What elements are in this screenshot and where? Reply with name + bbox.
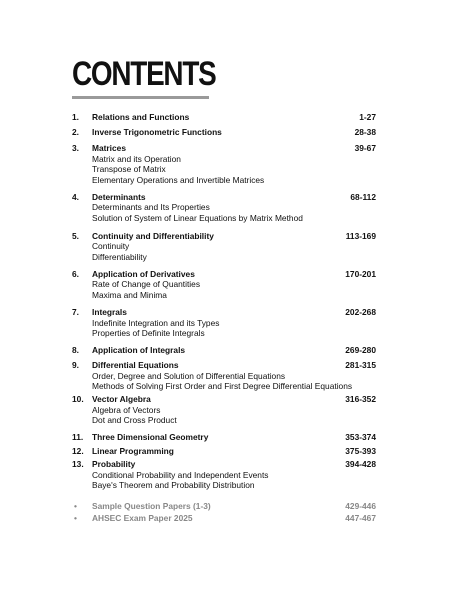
toc-chapter-row — [72, 126, 376, 138]
chapter-title: Differential Equations — [92, 360, 179, 370]
toc-extra-row — [72, 513, 376, 524]
toc-chapter — [72, 345, 376, 356]
chapter-pages: 394-428 — [345, 459, 376, 469]
chapter-subtopic: Solution of System of Linear Equations by Matrix Method — [92, 212, 303, 223]
toc-chapter-row — [72, 432, 376, 443]
chapter-subtopic: Algebra of Vectors — [92, 404, 161, 415]
chapter-title: Inverse Trigonometric Functions — [92, 126, 222, 137]
chapter-title: Application of Derivatives — [92, 268, 195, 279]
chapter-title: Matrices — [92, 143, 126, 153]
chapter-subtopic: Continuity — [92, 241, 130, 251]
chapter-title: Determinants — [92, 191, 146, 202]
chapter-title: Relations and Functions — [92, 112, 190, 122]
toc-chapter — [72, 126, 376, 138]
chapter-number: 13. — [72, 459, 84, 469]
toc-chapter — [72, 432, 376, 443]
toc-extra-row — [72, 501, 376, 512]
bullet-icon: • — [74, 513, 77, 523]
chapter-pages: 316-352 — [345, 394, 376, 404]
title-underline — [72, 96, 209, 99]
chapter-pages: 375-393 — [345, 446, 376, 456]
toc-chapter — [72, 268, 376, 301]
chapter-title: Probability — [92, 459, 136, 469]
chapter-title: Three Dimensional Geometry — [92, 432, 209, 442]
toc-chapter — [72, 230, 376, 263]
chapter-pages: 269-280 — [345, 345, 376, 355]
chapter-pages: 281-315 — [345, 360, 376, 370]
toc-chapter-row — [72, 230, 376, 242]
chapter-title: Vector Algebra — [92, 394, 151, 404]
chapter-subtopic: Determinants and Its Properties — [92, 202, 210, 212]
toc-chapter — [72, 360, 376, 392]
chapter-number: 4. — [72, 191, 79, 202]
extra-pages: 447-467 — [345, 513, 376, 523]
chapter-pages: 68-112 — [350, 191, 376, 202]
chapter-subtopic: Maxima and Minima — [92, 289, 167, 300]
chapter-number: 9. — [72, 360, 79, 370]
extra-pages: 429-446 — [345, 501, 376, 511]
toc-chapter-row — [72, 112, 376, 123]
chapter-number: 5. — [72, 230, 79, 241]
toc-extra — [72, 501, 376, 512]
chapter-pages: 170-201 — [345, 268, 376, 279]
chapter-pages: 1-27 — [359, 112, 376, 122]
chapter-pages: 113-169 — [345, 230, 376, 241]
chapter-subtopic: Elementary Operations and Invertible Matrices — [92, 174, 265, 185]
chapter-subtopic: Properties of Definite Integrals — [92, 328, 205, 338]
chapter-title: Application of Integrals — [92, 345, 186, 355]
chapter-subtopic: Conditional Probability and Independent Events — [92, 469, 269, 480]
chapter-pages: 28-38 — [354, 126, 376, 137]
chapter-subtopic: Matrix and its Operation — [92, 153, 181, 164]
chapter-pages: 202-268 — [345, 307, 376, 317]
chapter-subtopic: Indefinite Integration and its Types — [92, 317, 220, 328]
chapter-number: 7. — [72, 307, 79, 317]
toc-chapter — [72, 143, 376, 185]
chapter-number: 3. — [72, 143, 79, 153]
chapter-number: 6. — [72, 268, 79, 279]
chapter-pages: 353-374 — [345, 432, 376, 442]
chapter-subtopic: Order, Degree and Solution of Differential Equations — [92, 370, 286, 381]
toc-chapter — [72, 394, 376, 426]
toc-chapter-row — [72, 360, 376, 371]
chapter-pages: 39-67 — [354, 143, 376, 153]
toc-chapter-row — [72, 307, 376, 318]
toc-chapter-row — [72, 394, 376, 405]
chapter-subtopic: Methods of Solving First Order and First Degree Differential Equations — [92, 381, 353, 391]
toc-chapter-row — [72, 446, 376, 457]
toc-extra — [72, 513, 376, 524]
chapter-number: 2. — [72, 126, 79, 137]
toc-chapter — [72, 307, 376, 339]
chapter-number: 1. — [72, 112, 79, 122]
chapter-subtopic: Dot and Cross Product — [92, 415, 177, 425]
chapter-subtopic: Differentiability — [92, 251, 147, 262]
toc-chapter-row — [72, 459, 376, 470]
chapter-number: 10. — [72, 394, 84, 404]
toc-chapter-row — [72, 191, 376, 203]
chapter-subtopic: Baye's Theorem and Probability Distribution — [92, 480, 255, 490]
chapter-number: 12. — [72, 446, 84, 456]
toc-chapter-row — [72, 268, 376, 280]
chapter-subtopic: Transpose of Matrix — [92, 164, 166, 174]
bullet-icon: • — [74, 501, 77, 511]
toc-chapter-row — [72, 345, 376, 356]
chapter-number: 8. — [72, 345, 79, 355]
toc-chapter-row — [72, 143, 376, 154]
chapter-title: Linear Programming — [92, 446, 174, 456]
toc-chapter — [72, 191, 376, 224]
chapter-title: Integrals — [92, 307, 127, 317]
page-title: CONTENTS — [72, 55, 216, 93]
extra-title: Sample Question Papers (1-3) — [92, 501, 211, 511]
chapter-number: 11. — [72, 432, 84, 442]
chapter-subtopic: Rate of Change of Quantities — [92, 279, 201, 289]
extra-title: AHSEC Exam Paper 2025 — [92, 513, 193, 523]
toc-chapter — [72, 112, 376, 123]
chapter-title: Continuity and Differentiability — [92, 230, 214, 241]
toc-chapter — [72, 446, 376, 457]
toc-chapter — [72, 459, 376, 491]
